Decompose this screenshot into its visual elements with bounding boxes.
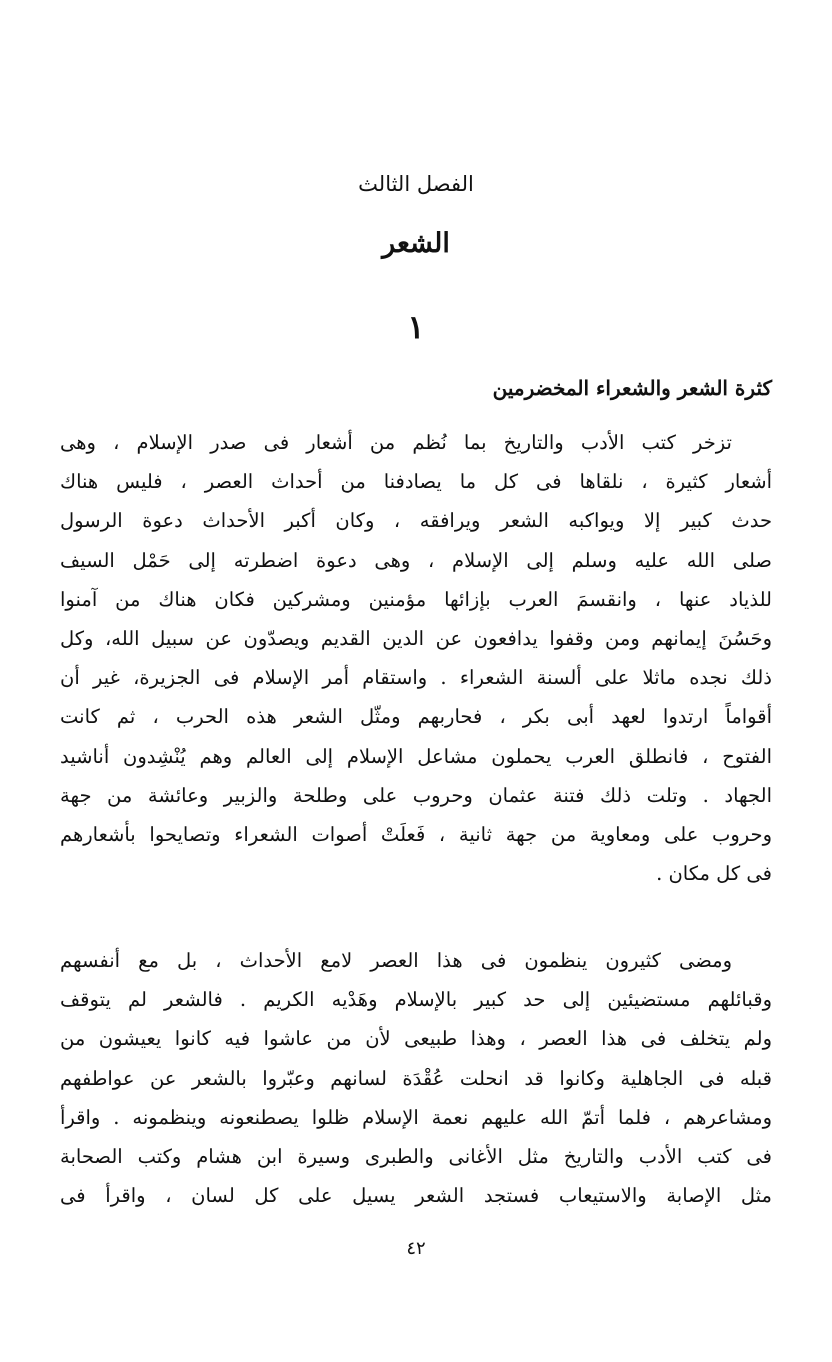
text-line: ومضى كثيرون ينظمون فى هذا العصر لامع الأحداث ، بل مع أنفسهم xyxy=(60,949,732,972)
text-line: أشعار كثيرة ، نلقاها فى كل ما يصادفنا من أحداث العصر ، فليس هناك xyxy=(60,470,772,494)
text-line: وحَسُنَ إيمانهم ومن وقفوا يدافعون عن الدين القديم ويصدّون عن سبيل الله، وكل xyxy=(60,626,772,650)
paragraph-1 xyxy=(60,423,772,893)
text-line: ذلك نجده ماثلا على ألسنة الشعراء . واستقام أمر الإسلام فى الجزيرة، غير أن xyxy=(60,666,772,690)
section-number: ١ xyxy=(407,308,425,346)
page-number: ٤٢ xyxy=(406,1238,426,1259)
text-line: ومشاعرهم ، فلما أتمّ الله عليهم نعمة الإسلام ظلوا يصطنعونه وينظمونه . واقرأ xyxy=(60,1105,772,1129)
text-line: الجهاد . وتلت ذلك فتنة عثمان وحروب على وطلحة والزبير وعائشة من جهة xyxy=(60,783,772,807)
section-heading: كثرة الشعر والشعراء المخضرمين xyxy=(492,376,772,400)
text-line: وقبائلهم مستضيئين إلى حد كبير بالإسلام وهَدْيه الكريم . فالشعر لم يتوقف xyxy=(60,988,772,1012)
text-line: تزخر كتب الأدب والتاريخ بما نُظم من أشعار فى صدر الإسلام ، وهى xyxy=(60,431,732,454)
text-line: قبله فى الجاهلية وكانوا قد انحلت عُقْدَة لسانهم وعبّروا بالشعر عن عواطفهم xyxy=(60,1066,772,1090)
chapter-label: الفصل الثالث xyxy=(358,172,474,196)
text-line: مثل الإصابة والاستيعاب فستجد الشعر يسيل على كل لسان ، واقرأ فى xyxy=(60,1184,772,1208)
text-line: وحروب على ومعاوية من جهة ثانية ، فَعلَتْ أصوات الشعراء وتصايحوا بأشعارهم xyxy=(60,822,772,846)
text-line: فى كتب الأدب والتاريخ مثل الأغانى والطبرى وسيرة ابن هشام وكتب الصحابة xyxy=(60,1144,772,1168)
text-line: ولم يتخلف فى هذا العصر ، وهذا طبيعى لأن من عاشوا فيه كانوا يعيشون من xyxy=(60,1027,772,1051)
text-line: فى كل مكان . xyxy=(656,862,772,886)
text-line: صلى الله عليه وسلم إلى الإسلام ، وهى دعوة اضطرته إلى حَمْل السيف xyxy=(60,548,772,572)
text-line: الفتوح ، فانطلق العرب يحملون مشاعل الإسلام إلى العالم وهم يُنْشِدون أناشيد xyxy=(60,744,772,768)
paragraph-2 xyxy=(60,941,772,1215)
text-line: حدث كبير إلا ويواكبه الشعر ويرافقه ، وكان أكبر الأحداث دعوة الرسول xyxy=(60,509,772,533)
text-line: أقواماً ارتدوا لعهد أبى بكر ، فحاربهم ومثّل الشعر هذه الحرب ، ثم كانت xyxy=(60,705,772,729)
text-line: للذياد عنها ، وانقسمَ العرب بإزائها مؤمنين ومشركين فكان هناك من آمنوا xyxy=(60,587,772,611)
chapter-title: الشعر xyxy=(382,228,450,259)
